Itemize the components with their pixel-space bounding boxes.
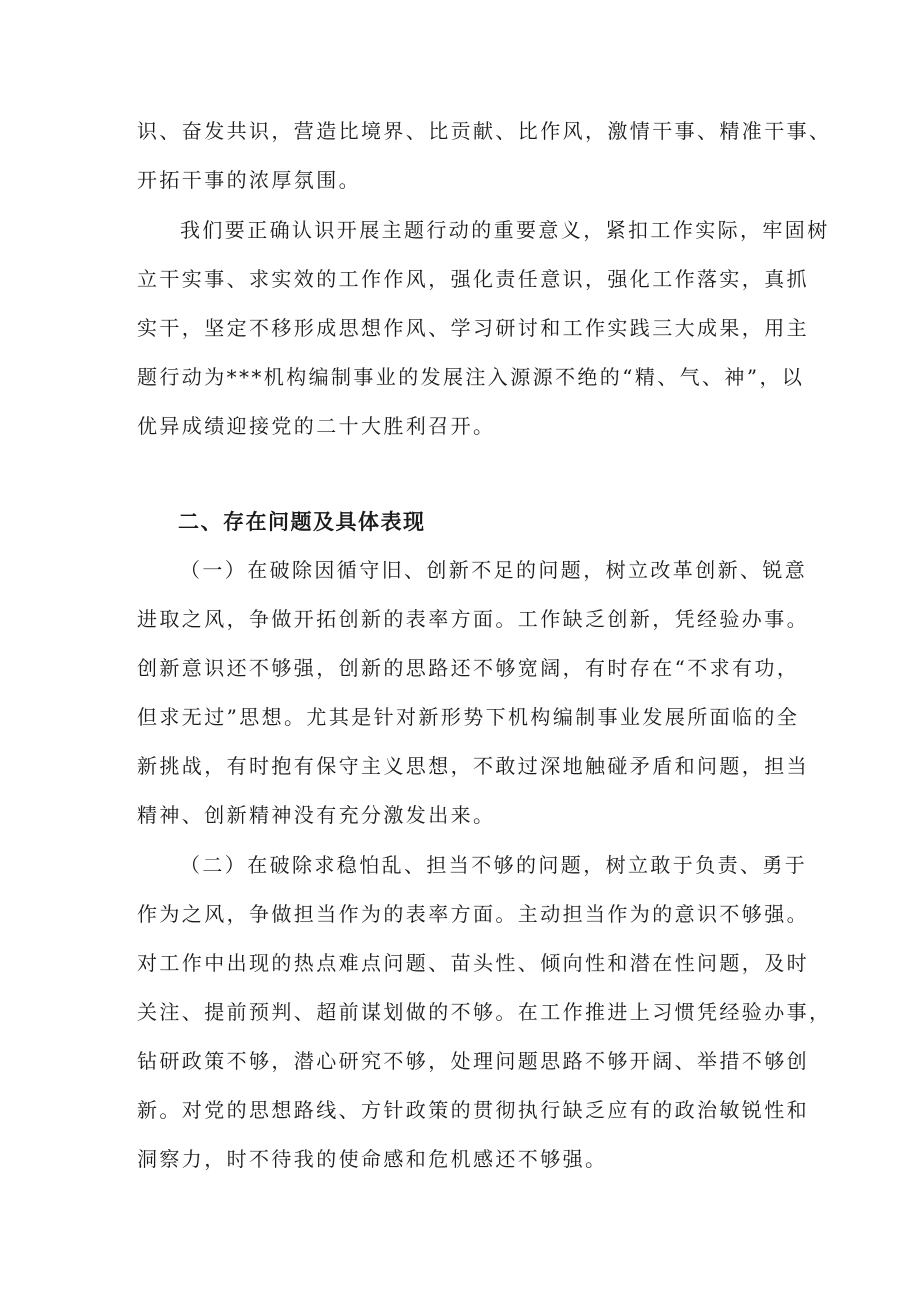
text-line: 钻研政策不够，潜心研究不够，处理问题思路不够开阔、举措不够创 (137, 1049, 809, 1073)
text-line: 洞察力，时不待我的使命感和危机感还不够强。 (137, 1147, 608, 1171)
text-line: （一）在破除因循守旧、创新不足的问题，树立改革创新、锐意 (180, 558, 808, 582)
text-line: 题行动为***机构编制事业的发展注入源源不绝的“精、气、神”，以 (137, 365, 805, 389)
text-line: 作为之风，争做担当作为的表率方面。主动担当作为的意识不够强。 (137, 902, 809, 926)
text-line: 关注、提前预判、超前谋划做的不够。在工作推进上习惯凭经验办事， (137, 1000, 832, 1024)
text-line: 精神、创新精神没有充分激发出来。 (137, 803, 496, 827)
text-line: 优异成绩迎接党的二十大胜利召开。 (137, 414, 496, 438)
text-line: 开拓干事的浓厚氛围。 (137, 168, 361, 192)
section-heading: 二、存在问题及具体表现 (178, 510, 426, 534)
text-line: 新挑战，有时抱有保守主义思想，不敢过深地触碰矛盾和问题，担当 (137, 754, 809, 778)
text-line: 新。对党的思想路线、方针政策的贯彻执行缺乏应有的政治敏锐性和 (137, 1098, 809, 1122)
text-line: 创新意识还不够强，创新的思路还不够宽阔，有时存在“不求有功， (137, 656, 800, 680)
text-line: 识、奋发共识，营造比境界、比贡献、比作风，激情干事、精准干事、 (137, 119, 832, 143)
text-line: 但求无过”思想。尤其是针对新形势下机构编制事业发展所面临的全 (137, 705, 800, 729)
text-line: （二）在破除求稳怕乱、担当不够的问题，树立敢于负责、勇于 (180, 853, 808, 877)
text-line: 立干实事、求实效的工作作风，强化责任意识，强化工作落实，真抓 (137, 267, 809, 291)
text-line: 对工作中出现的热点难点问题、苗头性、倾向性和潜在性问题，及时 (137, 951, 809, 975)
text-line: 实干，坚定不移形成思想作风、学习研讨和工作实践三大成果，用主 (137, 316, 809, 340)
text-line: 进取之风，争做开拓创新的表率方面。工作缺乏创新，凭经验办事。 (137, 607, 809, 631)
text-line: 我们要正确认识开展主题行动的重要意义，紧扣工作实际，牢固树 (180, 218, 830, 242)
